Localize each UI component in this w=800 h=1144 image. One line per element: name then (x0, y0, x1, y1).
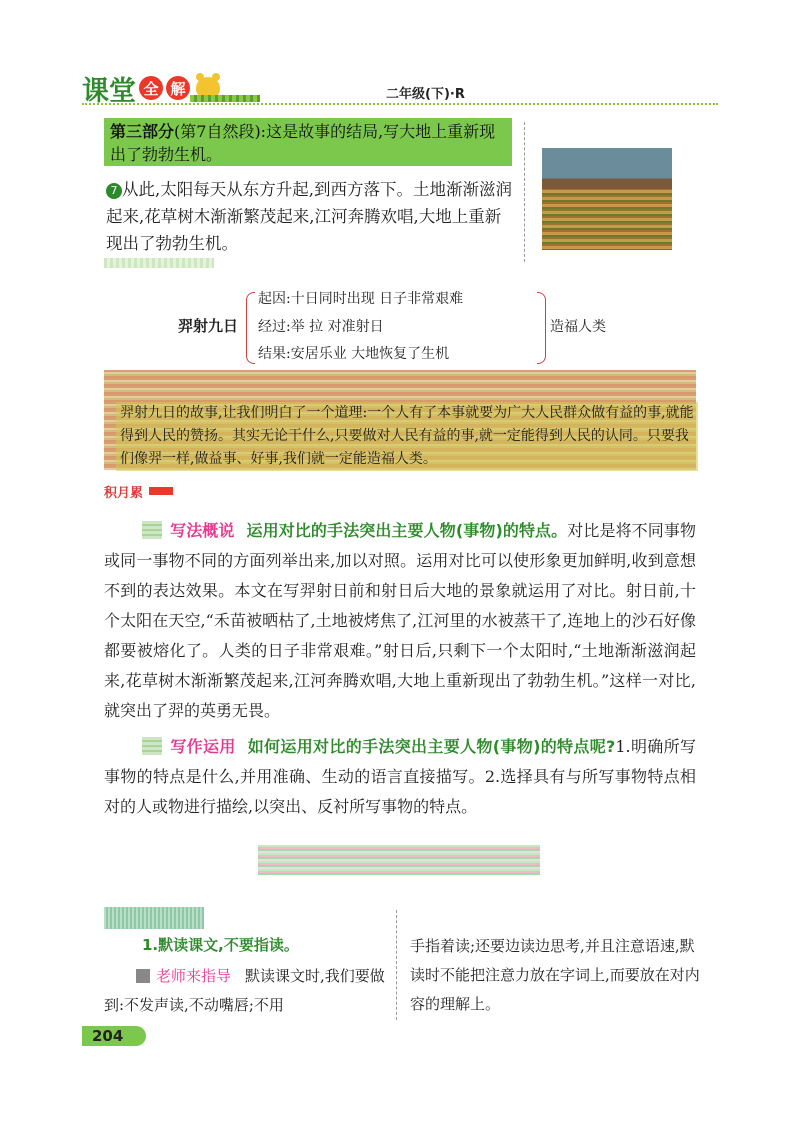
writing-use-paragraph (104, 732, 696, 822)
logo-char-tang: 堂 (109, 75, 136, 107)
diagram-cause: 起因:十日同时出现 日子非常艰难 (258, 291, 464, 307)
reading-section-tab (104, 907, 204, 929)
logo-char-jie: 解 (166, 76, 190, 100)
right-brace (537, 292, 546, 364)
section-decoration (104, 258, 214, 268)
grass-decoration (190, 95, 260, 102)
column-divider (524, 122, 525, 262)
reading-left-column (104, 962, 388, 1020)
paragraph-number-badge: 7 (106, 183, 122, 199)
landscape-illustration (542, 148, 672, 250)
grade-label: 二年级(下)·R (386, 87, 465, 102)
divider-decoration (258, 845, 540, 875)
accumulation-heading (104, 482, 214, 500)
diagram-outcome: 造福人类 (550, 319, 606, 335)
logo-char-quan: 全 (139, 76, 163, 100)
logo-char-ke: 课 (82, 75, 109, 107)
header-divider (82, 103, 718, 105)
part-paragraph (106, 176, 516, 257)
part-title-bold: 第三部分 (110, 122, 175, 141)
note-icon (142, 737, 162, 755)
accumulation-label: 积月累 (104, 485, 144, 501)
part-title-rest: (第7自然段):这是故事的结局,写大地上重新现出了勃勃生机。 (110, 122, 496, 164)
diagram-result: 结果:安居乐业 大地恢复了生机 (258, 346, 450, 362)
writing-use-label: 写作运用 (170, 737, 236, 756)
teacher-icon (136, 969, 150, 983)
reading-heading: 1.默读课文,不要指读。 (142, 936, 299, 954)
page-number: 204 (82, 1026, 146, 1046)
diagram-process: 经过:举 拉 对准射日 (258, 319, 384, 335)
diagram-title: 羿射九日 (178, 317, 239, 335)
writing-method-paragraph (104, 516, 696, 726)
writing-use-lead: 如何运用对比的手法突出主要人物(事物)的特点呢? (247, 737, 616, 756)
reading-left-text: 默读课文时,我们要做到:不发声读,不动嘴唇;不用 (104, 967, 385, 1014)
reading-right-text: 手指着读;还要边读边思考,并且注意语速,默读时不能把注意力放在字词上,而要放在对内容的理解上。 (410, 937, 700, 1013)
paragraph-text: 从此,太阳每天从东方升起,到西方落下。土地渐渐滋润起来,花草树木渐渐繁茂起来,江河奔腾欢唱,大地上重新现出了勃勃生机。 (106, 180, 512, 253)
writing-method-lead: 运用对比的手法突出主要人物(事物)的特点。 (246, 521, 568, 540)
left-brace (246, 292, 255, 364)
teacher-guide-label: 老师来指导 (156, 967, 232, 985)
writing-method-text: 对比是将不同事物或同一事物不同的方面列举出来,加以对照。运用对比可以使形象更加鲜明,收到意想不到的表达效果。本文在写羿射日前和射日后大地的景象就运用了对比。射日前,十个太阳在天空,“禾苗被晒枯了,土地被烤焦了,江河里的水被蒸干了,连地上的沙石好像都要被熔化了。人类的日子非常艰难。”射日后,只剩下一个太阳时,“土地渐渐滋润起来,花草树木渐渐繁茂起来,江河奔腾欢唱,大地上重新现出了勃勃生机。”这样一对比,就突出了羿的英勇无畏。 (104, 521, 696, 720)
moral-text: 羿射九日的故事,让我们明白了一个道理:一个人有了本事就要为广大人民群众做有益的事,就能得到人民的赞扬。其实无论干什么,只要做对人民有益的事,就一定能得到人民的认同。只要我们像羿一样,做益事、好事,我们就一定能造福人类。 (116, 402, 698, 471)
column-divider (396, 910, 397, 1020)
note-icon (142, 521, 162, 539)
writing-method-label: 写法概说 (170, 521, 235, 540)
accumulation-bar (149, 487, 173, 495)
writing-use-text: 1.明确所写事物的特点是什么,并用准确、生动的语言直接描写。2.选择具有与所写事物特点相对的人或物进行描绘,以突出、反衬所写事物的特点。 (104, 737, 696, 816)
part-title (110, 120, 510, 166)
